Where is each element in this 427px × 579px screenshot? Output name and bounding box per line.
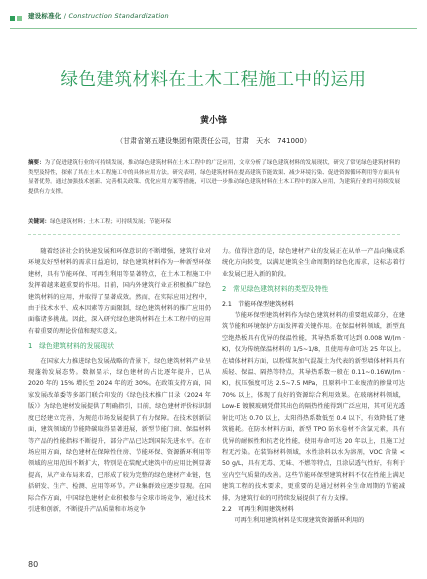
keywords-label: 关键词： [28,219,51,225]
body-paragraph: 可再生利用建筑材料是实现建筑资源循环利用的 [234,517,365,525]
section-label-en: Construction Standardization [68,12,169,20]
right-column [222,246,405,527]
keywords [28,218,400,227]
intro-paragraph: 随着经济社会的快速发展和环保意识的不断增强，建筑行业对环境友好型材料的需求日益迫切，绿色建筑材料作为一种新型环保建材，具有节能环保、可再生利用等显著特点，在土木工程施工中发挥着越来越重要的作用。目前，国内外建筑行业正积极推广绿色建筑材料的应用，并取得了显著成效。然而，在实际应用过程中，由于技术水平、成本因素等方面限制，绿色建筑材料的推广应用仍面临诸多挑战。因此，深入研究绿色建筑材料在土木工程中的应用有着重要的理论价值和现实意义。 [28,248,211,335]
left-column [28,246,211,515]
abstract [28,159,400,197]
author-name: 黄小锋 [199,116,227,126]
keywords-text: 绿色建筑材料；土木工程；可持续发展；节能环保 [50,219,172,225]
subsection-heading-2-1: 2.1 节能环保型建筑材料 [222,300,294,308]
page-number: 80 [28,560,39,569]
header-square-icon-light [17,16,22,21]
section-separator: / [61,12,69,20]
section-heading-2: 2 常见绿色建筑材料的类型及特性 [222,285,329,294]
subsection-heading-2-2: 2.2 可再生利用建筑材料 [222,505,294,513]
section-label-cn: 建设标准化 [28,12,62,20]
abstract-label: 摘要： [28,160,45,166]
abstract-text: 为了促进建筑行业的可持续发展，推动绿色建筑材料在土木工程中的广泛应用，文章分析了绿色建筑材料的发展现状，研究了常见绿色建筑材料的类型及特性，探索了其在土木工程施工中的具体应用方法。研究表明，绿色建筑材料在提高建筑节能效果、减少环境污染、促进资源循环利用等方面具有显著优势。通过加强技术创新、完善相关政策、优化应用方案等措施，可以进一步推动绿色建筑材料在土木工程中的深入应用，为建筑行业的可持续发展提供有力支撑。 [28,160,400,195]
header-square-icon [10,16,15,21]
running-header [0,0,427,30]
body-paragraph: 在国家大力推进绿色发展战略的背景下，绿色建筑材料产业呈现蓬勃发展态势。数据显示，绿色建材的占比逐年提升，已从 2020 年的 15% 增长至 2024 年的近 30%。在政策支持方面，国家发展改革委等多部门联合印发的《绿色技术推广目录（2024 年版）》为绿色建材发展提供了明确指引，目前，绿色建材评价标识制度已经建立完善，为规范市场发展提供了有力保障。在技术创新层面，建筑领域的节能降碳取得显著进展，新型节能门窗、保温材料等产品的性能指标不断提升，部分产品已达到国际先进水平。在市场应用方面，绿色建材在保障性住房、节能环保、资源循环利用等领域的应用范围不断扩大，特别是在装配式建筑中的应用比例显著提高，从产业布局来看，已形成了较为完整的绿色建材产业链，包括研发、生产、检测、应用等环节。产业集群效应逐步显现。在国际合作方面，中国绿色建材企业积极参与全球市场竞争，通过技术引进和创新，不断提升产品质量和市场竞争 [28,357,211,513]
body-paragraph-continued: 力。值得注意的是，绿色建材产业的发展正在从单一产品向集成系统化方向转变，以满足建筑全生命周期的绿色化需求，这标志着行业发展已进入新的阶段。 [222,248,405,278]
keywords-divider [28,234,400,235]
author-affiliation: （甘肃省第五建设集团有限责任公司，甘肃 天水 741000） [116,137,311,145]
header-rule [10,28,417,29]
body-paragraph: 节能环保型建筑材料作为绿色建筑材料的重要组成部分，在建筑节能和环境保护方面发挥着关键作用。在保温材料领域，新型真空绝热板具有优异的保温性能，其导热系数可达到 0.008 W/(m · K)，仅为传统保温材料的 1/5~1/8，且使用寿命可达 25 年以上。在墙体材料方面，以粉煤灰加气混凝土为代表的新型墙体材料具有质轻、保温、隔热等特点，其导热系数一般在 0.11~0.16W/(m · K)，抗压强度可达 2.5~7.5 MPa，且原料中工业废渣的掺量可达 70% 以上，体现了良好的资源综合利用效果。在玻璃材料领域，Low-E 镀膜玻璃凭借其出色的隔热性能得到广泛应用，其可见光透射比可达 0.70 以上，太阳得热系数低至 0.4 以下，有效降低了建筑能耗。在防水材料方面，新型 TPO 防水卷材不含氯元素，具有优异的耐候性和抗老化性能，使用寿命可达 20 年以上，且施工过程无污染。在装饰材料领域，水性涂料以水为溶剂，VOC 含量 < 50 g/L，具有无毒、无味、不燃等特点，且涂层透气性好，有利于室内空气质量的改善。这些节能环保型建筑材料不仅在性能上满足建筑工程的技术要求，更重要的是通过材料全生命周期的节能减排，为建筑行业的可持续发展提供了有力支撑。 [222,312,405,502]
section-heading-1: 1 绿色建筑材料的发展现状 [28,342,114,351]
article-title: 绿色建筑材料在土木工程施工中的运用 [60,70,367,90]
section-label [28,11,169,20]
